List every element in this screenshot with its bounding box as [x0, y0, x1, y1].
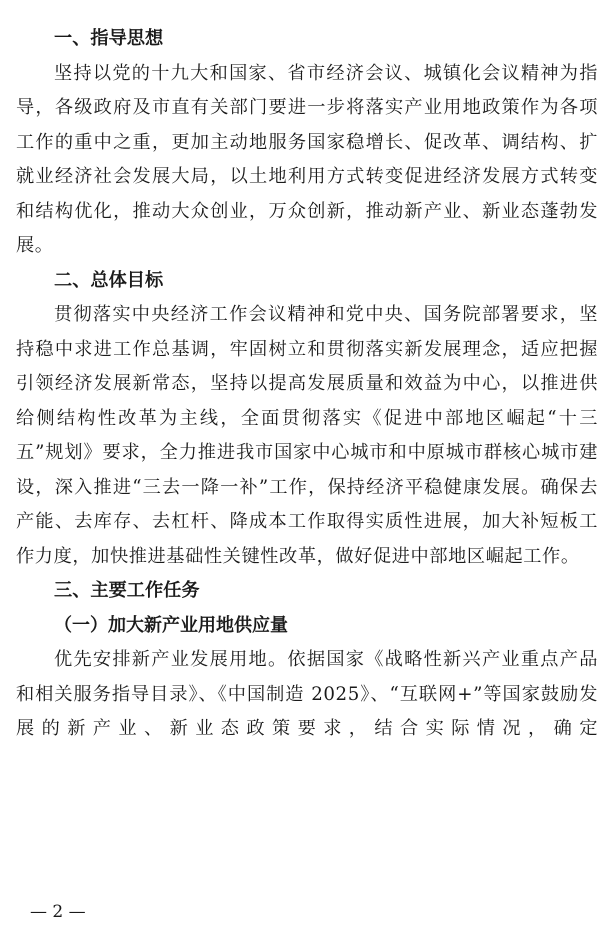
- section-heading-main-tasks: 三、主要工作任务: [54, 580, 200, 601]
- page-number: — 2 —: [30, 902, 86, 922]
- paragraph-guiding-ideology: 坚持以党的十九大和国家、省市经济会议、城镇化会议精神为指导，各级政府及市直有关部门要进一步将落实产业用地政策作为各项工作的重中之重，更加主动地服务国家稳增长、促改革、调结构、扩就业经济社会发展大局，以土地利用方式转变促进经济发展方式转变和结构优化，推动大众创业，万众创新，推动新产业、新业态蓬勃发展。: [16, 62, 598, 256]
- paragraph-overall-goals: 贯彻落实中央经济工作会议精神和党中央、国务院部署要求，坚持稳中求进工作总基调，牢固树立和贯彻落实新发展理念，适应把握引领经济发展新常态，坚持以提高发展质量和效益为中心，以推进供给侧结构性改革为主线，全面贯彻落实《促进中部地区崛起“十三五”规划》要求，全力推进我市国家中心城市和中原城市群核心城市建设，深入推进“三去一降一补”工作，保持经济平稳健康发展。确保去产能、去库存、去杠杆、降成本工作取得实质性进展，加大补短板工作力度，加快推进基础性关键性改革，做好促进中部地区崛起工作。: [16, 304, 598, 567]
- section-heading-guiding-ideology: 一、指导思想: [54, 28, 164, 49]
- subsection-heading-land-supply: （一）加大新产业用地供应量: [54, 614, 288, 636]
- paragraph-land-supply: 优先安排新产业发展用地。依据国家《战略性新兴产业重点产品和相关服务指导目录》、《中国制造 2025》、“互联网+”等国家鼓励发展的新产业、新业态政策要求，结合实际情况，确定: [16, 649, 598, 739]
- section-heading-overall-goals: 二、总体目标: [54, 269, 164, 291]
- document-body: [16, 22, 598, 747]
